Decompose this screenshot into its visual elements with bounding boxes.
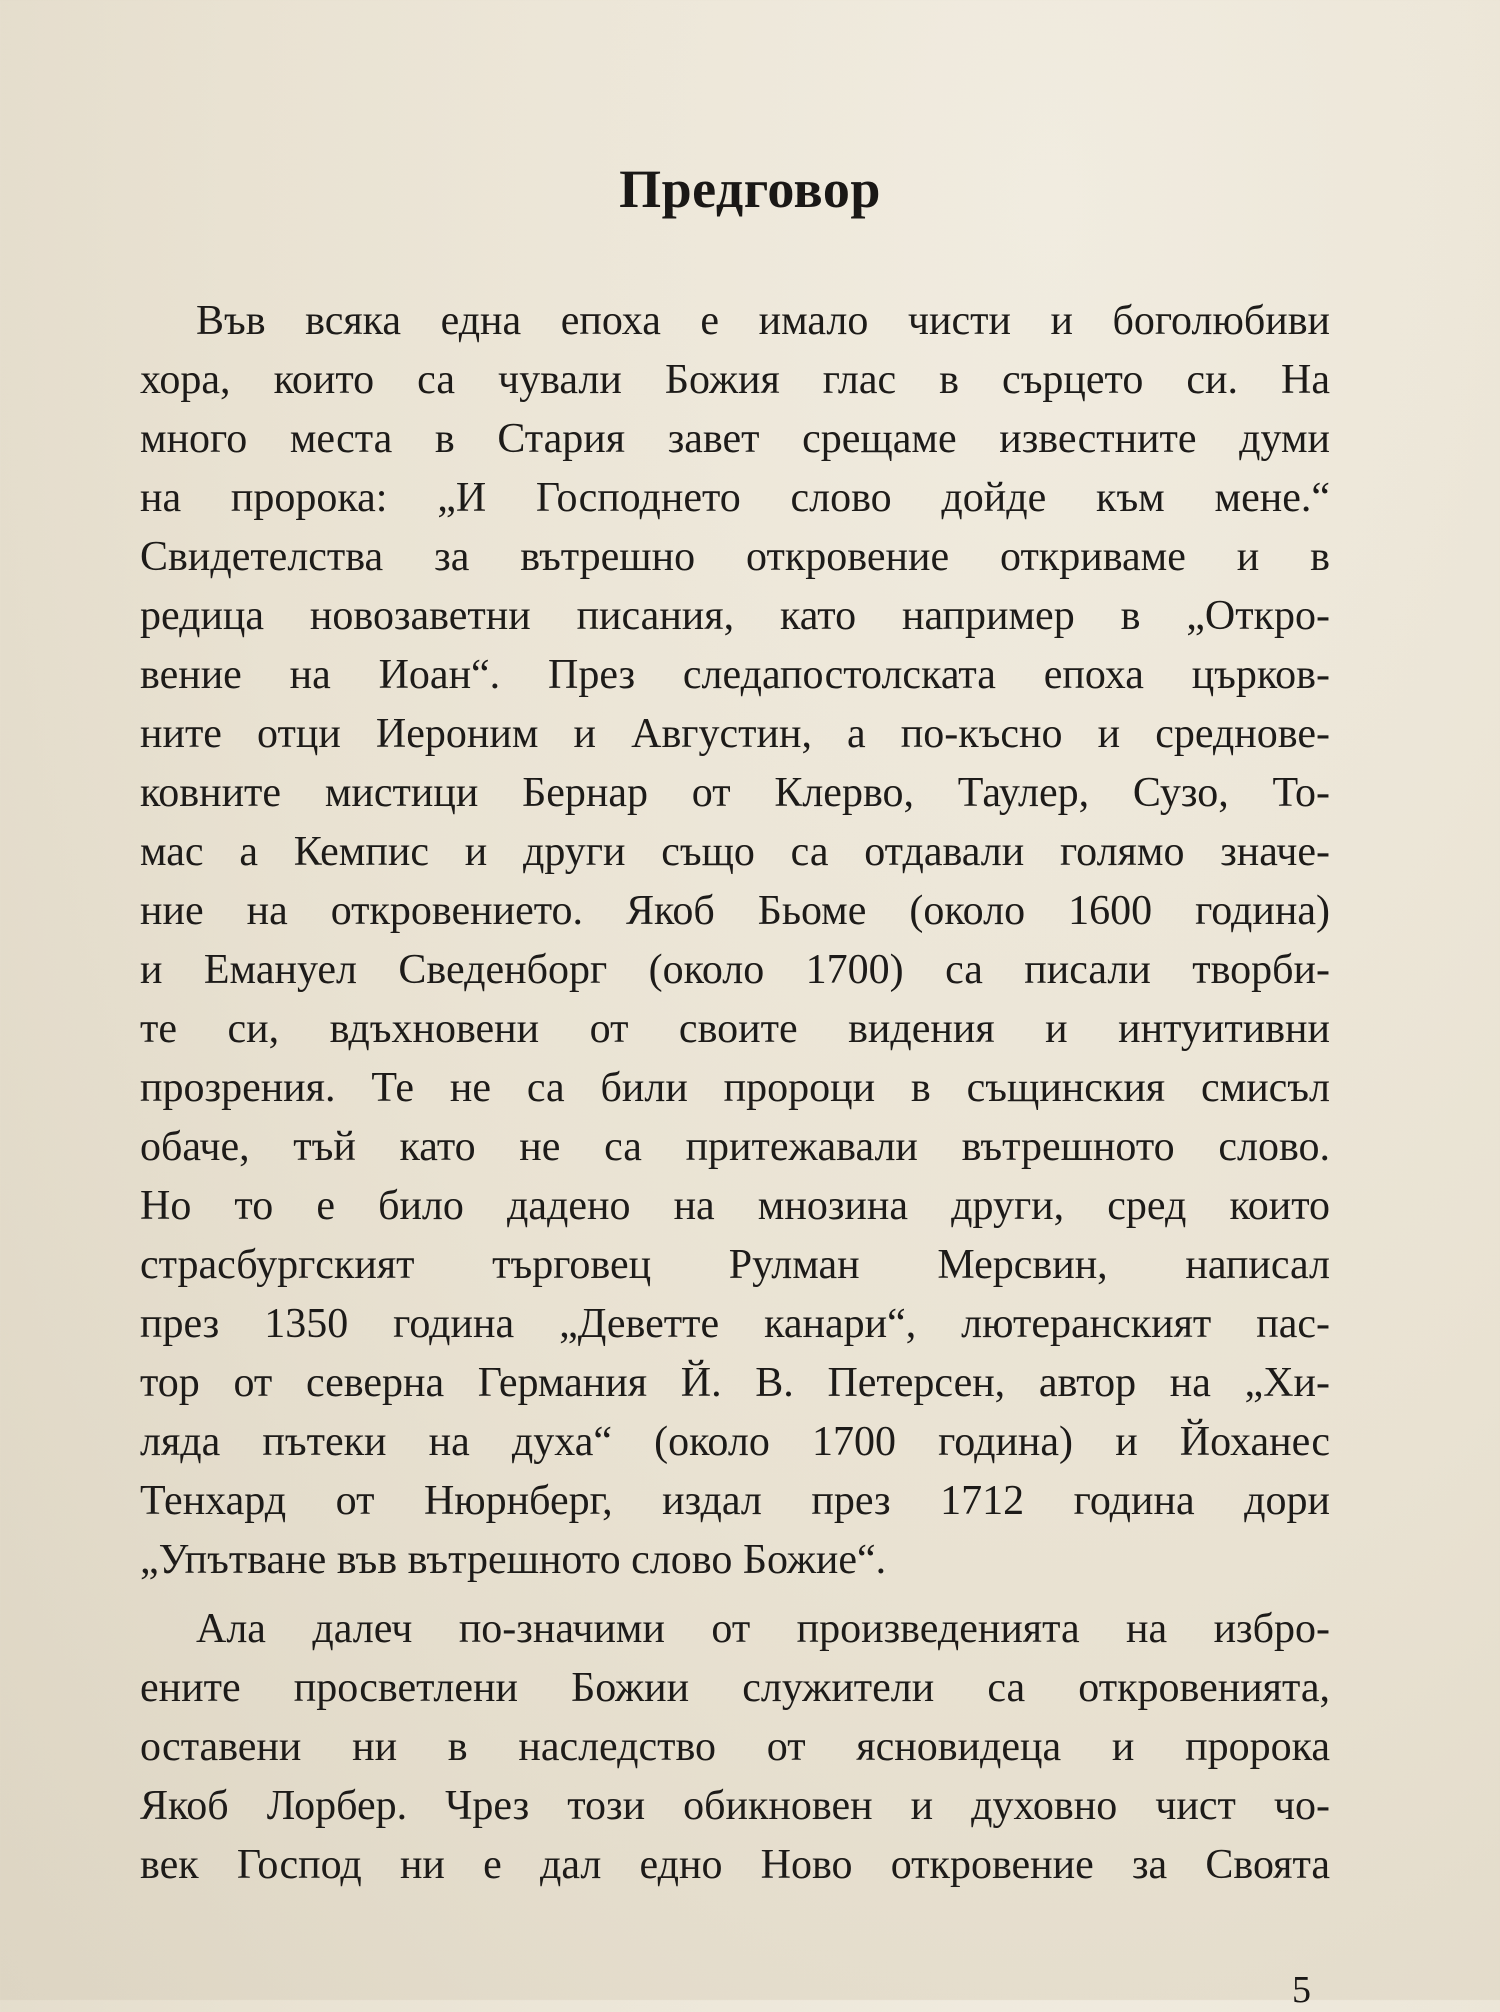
text-line: тор от северна Германия Й. В. Петерсен, автор на „Хи- [140,1360,1330,1406]
text-line: мас а Кемпис и други също са отдавали голямо значе- [140,829,1330,875]
body-text [140,292,1330,1895]
text-line: Свидетелства за вътрешно откровение откриваме и в [140,534,1330,580]
text-line: век Господ ни е дал едно Ново откровение за Своята [140,1842,1330,1888]
text-line: ените просветлени Божии служители са откровенията, [140,1665,1330,1711]
text-line: ляда пътеки на духа“ (около 1700 година) и Йоханес [140,1419,1330,1465]
text-line: страсбургският търговец Рулман Мерсвин, написал [140,1242,1330,1288]
paragraph-1 [140,292,1330,1590]
text-line: прозрения. Те не са били пророци в същинския смисъл [140,1065,1330,1111]
text-line: „Упътване във вътрешното слово Божие“. [140,1537,887,1583]
text-line: обаче, тъй като не са притежавали вътрешното слово. [140,1124,1330,1170]
text-line: през 1350 година „Деветте канари“, лютеранският пас- [140,1301,1330,1347]
page-number: 5 [1292,1969,1311,2011]
text-line: редица новозаветни писания, като например в „Откро- [140,593,1330,639]
text-line: Якоб Лорбер. Чрез този обикновен и духовно чист чо- [140,1783,1330,1829]
text-line: много места в Стария завет срещаме известните думи [140,416,1330,462]
text-line: ние на откровението. Якоб Бьоме (около 1600 година) [140,888,1330,934]
paragraph-2 [140,1600,1330,1895]
text-line: Ала далеч по-значими от произведенията на избро- [196,1606,1330,1652]
text-line: хора, които са чували Божия глас в сърцето си. На [140,357,1330,403]
text-line: и Емануел Сведенборг (около 1700) са писали творби- [140,947,1330,993]
text-line: вение на Иоан“. През следапостолската епоха църков- [140,652,1330,698]
text-line: Във всяка една епоха е имало чисти и боголюбиви [196,298,1330,344]
text-line: ните отци Иероним и Августин, а по-късно и среднове- [140,711,1330,757]
page-title: Предговор [619,159,881,219]
text-line: ковните мистици Бернар от Клерво, Таулер, Сузо, То- [140,770,1330,816]
text-line: те си, вдъхновени от своите видения и интуитивни [140,1006,1330,1052]
text-line: Тенхард от Нюрнберг, издал през 1712 година дори [140,1478,1330,1524]
text-line: Но то е било дадено на мнозина други, сред които [140,1183,1330,1229]
text-line: на пророка: „И Господнето слово дойде към мене.“ [140,475,1330,521]
text-line: оставени ни в наследство от ясновидеца и пророка [140,1724,1330,1770]
